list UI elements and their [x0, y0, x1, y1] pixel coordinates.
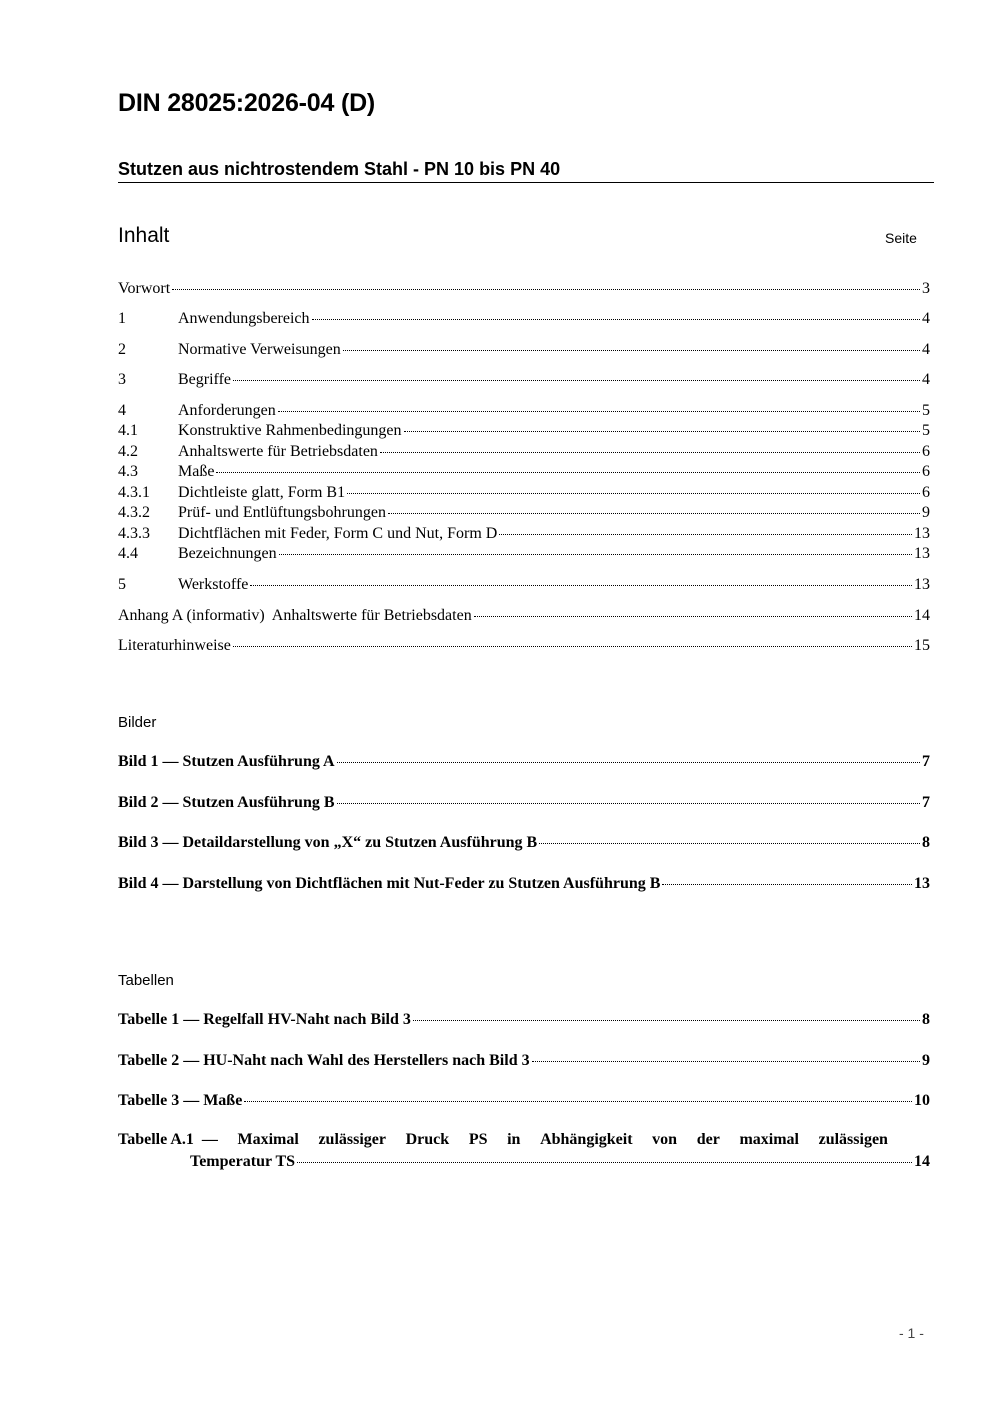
- dot-leader: [343, 350, 920, 351]
- figure-entry-text: Bild 3 — Detaildarstellung von „X“ zu Stutzen Ausführung B: [118, 834, 538, 851]
- toc-entry-number: 4: [118, 402, 126, 419]
- toc-entry-text: Begriffe: [178, 371, 232, 388]
- toc-entry-number: 1: [118, 310, 126, 327]
- table-entry-text: Tabelle 3 — Maße: [118, 1092, 243, 1109]
- dot-leader: [337, 762, 920, 763]
- table-a1-word: maximal: [739, 1131, 799, 1148]
- table-entry-page: 8: [922, 1011, 930, 1028]
- table-entry-text: Tabelle 2 — HU-Naht nach Wahl des Herstellers nach Bild 3: [118, 1052, 530, 1069]
- table-entry[interactable]: [118, 1092, 930, 1112]
- table-a1-entry[interactable]: [190, 1153, 930, 1173]
- table-a1-word: Abhängigkeit: [540, 1131, 633, 1148]
- dot-leader: [380, 452, 920, 453]
- toc-entry-number: 4.2: [118, 443, 138, 460]
- figure-entry-text: Bild 2 — Stutzen Ausführung B: [118, 794, 335, 811]
- title-divider: [118, 182, 934, 183]
- toc-entry-4-4[interactable]: [118, 545, 930, 565]
- figure-entry-page: 7: [922, 753, 930, 770]
- toc-entry-3[interactable]: [118, 371, 930, 391]
- document-title: DIN 28025:2026-04 (D): [118, 89, 376, 117]
- table-entry[interactable]: [118, 1011, 930, 1031]
- table-a1-word: der: [696, 1131, 720, 1148]
- toc-entry-4-1[interactable]: [118, 422, 930, 442]
- table-entry[interactable]: [118, 1052, 930, 1072]
- toc-entry-page: 3: [922, 280, 930, 297]
- table-a1-word: in: [507, 1131, 521, 1148]
- toc-entry-number: 4.3.3: [118, 525, 150, 542]
- toc-entry-5[interactable]: [118, 576, 930, 596]
- toc-entry-text: Anhaltswerte für Betriebsdaten: [178, 443, 378, 460]
- figure-entry[interactable]: [118, 875, 930, 895]
- dot-leader: [337, 803, 920, 804]
- dot-leader: [278, 411, 920, 412]
- toc-entry-page: 6: [922, 484, 930, 501]
- figure-entry-text: Bild 1 — Stutzen Ausführung A: [118, 753, 335, 770]
- toc-entry-4-3-2[interactable]: [118, 504, 930, 524]
- toc-entry-page: 13: [914, 525, 930, 542]
- toc-entry-4-3-3[interactable]: [118, 525, 930, 545]
- figure-entry[interactable]: [118, 834, 930, 854]
- toc-entry-page: 5: [922, 422, 930, 439]
- toc-entry-text: Normative Verweisungen: [178, 341, 341, 358]
- dot-leader: [216, 472, 920, 473]
- toc-entry-page: 4: [922, 310, 930, 327]
- toc-entry-2[interactable]: [118, 341, 930, 361]
- dot-leader: [279, 554, 912, 555]
- dot-leader: [312, 319, 920, 320]
- toc-entry-text: Maße: [178, 463, 215, 480]
- toc-entry-text: Anhang A (informativ) Anhaltswerte für Betriebsdaten: [118, 607, 472, 624]
- toc-entry-number: 4.3.1: [118, 484, 150, 501]
- table-a1-word: zulässiger: [318, 1131, 386, 1148]
- contents-heading: Inhalt: [118, 224, 170, 247]
- toc-entry-number: 2: [118, 341, 126, 358]
- toc-entry-number: 4.1: [118, 422, 138, 439]
- dot-leader: [532, 1061, 920, 1062]
- dot-leader: [539, 843, 920, 844]
- figure-entry-page: 7: [922, 794, 930, 811]
- toc-entry-number: 3: [118, 371, 126, 388]
- toc-entry-page: 6: [922, 443, 930, 460]
- dot-leader: [244, 1101, 912, 1102]
- toc-entry-number: 4.3.2: [118, 504, 150, 521]
- dot-leader: [404, 431, 920, 432]
- table-entry-text: Temperatur TS: [190, 1153, 296, 1170]
- toc-entry-page: 13: [914, 545, 930, 562]
- page-number: - 1 -: [899, 1325, 924, 1341]
- figure-entry-page: 8: [922, 834, 930, 851]
- toc-entry-text: Anforderungen: [178, 402, 276, 419]
- dot-leader: [250, 585, 912, 586]
- toc-entry-text: Anwendungsbereich: [178, 310, 310, 327]
- table-entry-page: 9: [922, 1052, 930, 1069]
- dot-leader: [172, 289, 920, 290]
- tables-heading: Tabellen: [118, 972, 174, 989]
- toc-entry-page: 9: [922, 504, 930, 521]
- toc-entry-text: Vorwort: [118, 280, 171, 297]
- toc-entry-4[interactable]: [118, 402, 930, 422]
- toc-entry-page: 14: [914, 607, 930, 624]
- dot-leader: [233, 646, 912, 647]
- figure-entry[interactable]: [118, 794, 930, 814]
- toc-entry-text: Literaturhinweise: [118, 637, 231, 654]
- table-entry-page: 14: [914, 1153, 930, 1170]
- dot-leader: [233, 380, 920, 381]
- toc-entry-number: 4.3: [118, 463, 138, 480]
- toc-entry-text: Bezeichnungen: [178, 545, 277, 562]
- toc-entry-page: 4: [922, 341, 930, 358]
- toc-entry-text: Werkstoffe: [178, 576, 249, 593]
- dot-leader: [347, 493, 920, 494]
- table-entry-text: Tabelle 1 — Regelfall HV-Naht nach Bild 3: [118, 1011, 411, 1028]
- toc-entry-4-2[interactable]: [118, 443, 930, 463]
- dot-leader: [474, 616, 912, 617]
- toc-entry-text: Konstruktive Rahmenbedingungen: [178, 422, 402, 439]
- toc-entry-page: 4: [922, 371, 930, 388]
- toc-entry-4-3[interactable]: [118, 463, 930, 483]
- toc-entry-number: 5: [118, 576, 126, 593]
- toc-entry-text: Dichtleiste glatt, Form B1: [178, 484, 346, 501]
- table-entry-page: 10: [914, 1092, 930, 1109]
- toc-entry-bibliography[interactable]: [118, 637, 930, 657]
- toc-entry-annex-a[interactable]: [118, 607, 930, 627]
- toc-entry-page: 6: [922, 463, 930, 480]
- dot-leader: [297, 1162, 912, 1163]
- figure-entry-page: 13: [914, 875, 930, 892]
- table-a1-word: zulässigen: [818, 1131, 888, 1148]
- figure-entry[interactable]: [118, 753, 930, 773]
- toc-entry-4-3-1[interactable]: [118, 484, 930, 504]
- toc-entry-foreword[interactable]: [118, 280, 930, 300]
- dot-leader: [499, 534, 912, 535]
- table-a1-word: PS: [468, 1131, 488, 1148]
- table-a1-word: Maximal: [237, 1131, 299, 1148]
- document-subtitle: Stutzen aus nichtrostendem Stahl - PN 10 bis PN 40: [118, 159, 561, 179]
- toc-entry-number: 4.4: [118, 545, 138, 562]
- dot-leader: [388, 513, 920, 514]
- toc-entry-text: Prüf- und Entlüftungsbohrungen: [178, 504, 386, 521]
- dot-leader: [413, 1020, 920, 1021]
- table-a1-word: von: [652, 1131, 678, 1148]
- table-a1-word: Tabelle A.1 —: [118, 1131, 218, 1148]
- table-a1-word: Druck: [405, 1131, 450, 1148]
- page-column-heading: Seite: [885, 230, 917, 246]
- toc-entry-page: 13: [914, 576, 930, 593]
- toc-entry-1[interactable]: [118, 310, 930, 330]
- toc-entry-page: 5: [922, 402, 930, 419]
- toc-entry-text: Dichtflächen mit Feder, Form C und Nut, Form D: [178, 525, 498, 542]
- dot-leader: [662, 884, 912, 885]
- toc-entry-page: 15: [914, 637, 930, 654]
- table-a1-title-line[interactable]: [118, 1131, 888, 1149]
- figure-entry-text: Bild 4 — Darstellung von Dichtflächen mit Nut-Feder zu Stutzen Ausführung B: [118, 875, 661, 892]
- figures-heading: Bilder: [118, 714, 157, 731]
